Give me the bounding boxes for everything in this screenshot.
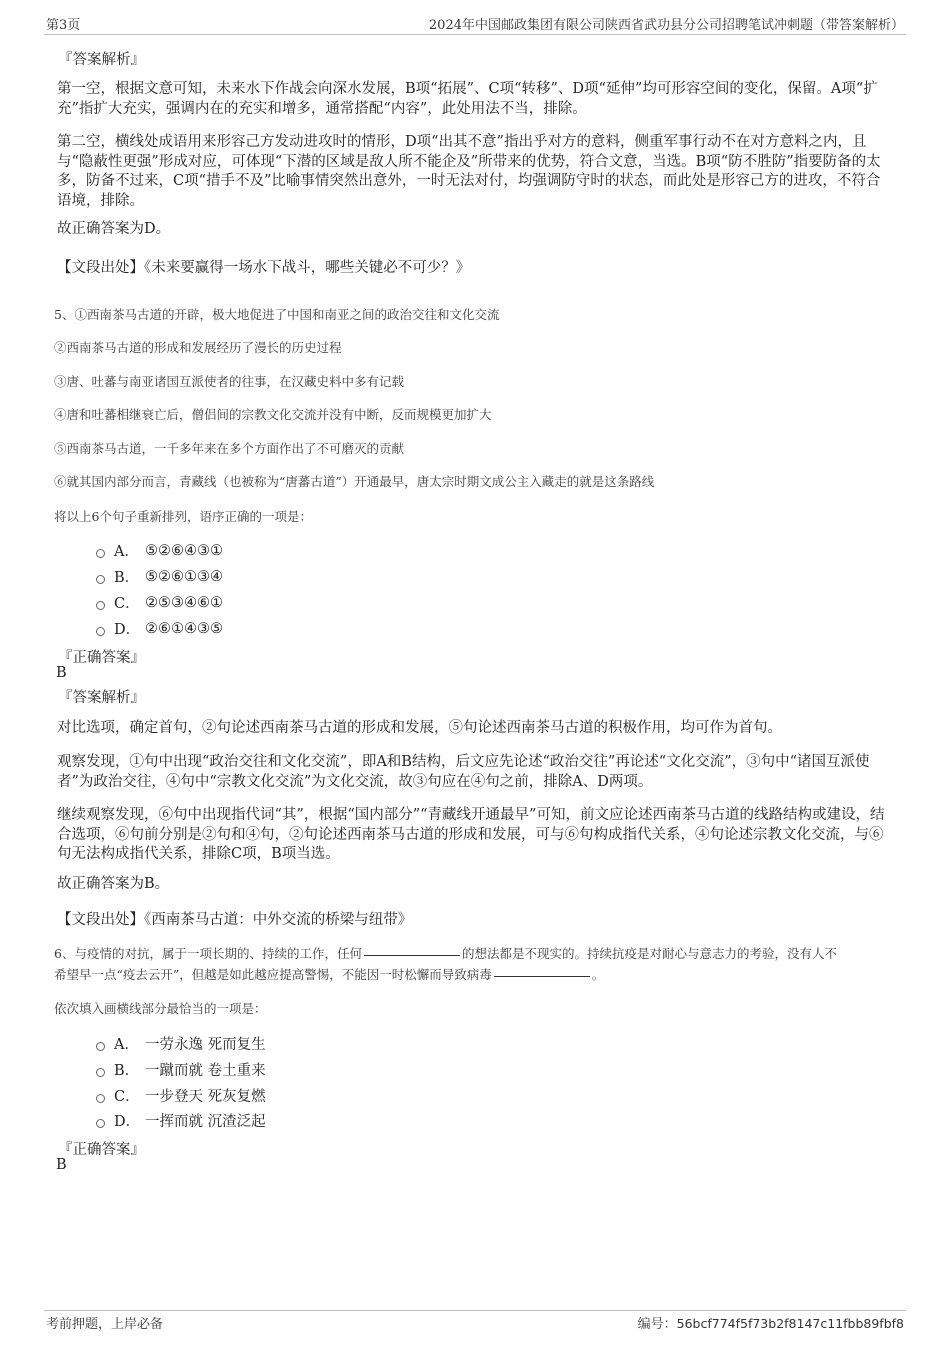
q5-sentence-6: ⑥就其国内部分而言，青藏线（也被称为“唐蕃古道”）开通最早，唐太宗时期文成公主入藏走的就是这条路线 [54, 474, 655, 489]
analysis-label: 『答案解析』 [58, 52, 145, 68]
q5-sentence-1: 5、①西南茶马古道的开辟，极大地促进了中国和南亚之间的政治交往和文化交流 [54, 307, 500, 322]
document-code [638, 1313, 904, 1332]
page-number: 第3页 [46, 18, 81, 33]
q4-conclusion: 故正确答案为D。 [57, 221, 171, 237]
q5-analysis-p1: 对比选项，确定首句，②句论述西南茶马古道的形成和发展，⑤句论述西南茶马古道的积极作用，均可作为首句。 [57, 720, 782, 736]
radio-icon[interactable] [96, 549, 105, 558]
footer-slogan: 考前押题，上岸必备 [46, 1317, 164, 1332]
option-letter: B． [114, 570, 140, 586]
q5-sentence-4: ④唐和吐蕃相继衰亡后，僧侣间的宗教文化交流并没有中断，反而规模更加扩大 [54, 407, 492, 422]
q4-source: 【文段出处】《未来要赢得一场水下战斗，哪些关键必不可少？》 [57, 260, 471, 276]
option-letter: D． [114, 622, 141, 638]
analysis-label: 『答案解析』 [58, 690, 145, 706]
q5-option-a[interactable] [96, 540, 223, 561]
radio-icon[interactable] [96, 1094, 105, 1103]
radio-icon[interactable] [96, 601, 105, 610]
header-divider [44, 34, 906, 35]
fill-blank-1 [364, 954, 460, 956]
q5-prompt: 将以上6个句子重新排列，语序正确的一项是： [54, 509, 312, 524]
q5-answer: B [56, 665, 67, 681]
code-label: 编号： [637, 1317, 677, 1332]
q5-sentence-5: ⑤西南茶马古道，一千多年来在多个方面作出了不可磨灭的贡献 [54, 441, 405, 456]
document-title: 2024年中国邮政集团有限公司陕西省武功县分公司招聘笔试冲刺题（带答案解析） [428, 18, 904, 33]
radio-icon[interactable] [96, 575, 105, 584]
option-text: ⑤②⑥④③① [145, 542, 223, 559]
radio-icon[interactable] [96, 1119, 105, 1128]
q6-option-a[interactable] [96, 1033, 266, 1054]
option-letter: A． [114, 1037, 139, 1053]
fill-blank-2 [494, 975, 590, 977]
q6-option-c[interactable] [96, 1085, 266, 1106]
radio-icon[interactable] [96, 627, 105, 636]
q5-analysis-p2: 观察发现，①句中出现“政治交往和文化交流”，即A和B结构，后文应先论述“政治交往”再论述“文化交流”，③句中“诸国互派使者”为政治交往，④句中“宗教文化交流”为文化交流，故③句应在④句之前，排除A、D两项。 [57, 754, 870, 790]
correct-answer-label: 『正确答案』 [58, 650, 145, 666]
option-text: ②⑤③④⑥① [145, 594, 223, 611]
option-letter: A． [114, 544, 139, 560]
q6-stem-d: 。 [591, 967, 605, 982]
q5-analysis-p3: 继续观察发现，⑥句中出现指代词“其”，根据“国内部分”“青藏线开通最早”可知，前文应论述西南茶马古道的线路结构或建设，结合选项，⑥句前分别是②句和④句，②句论述西南茶马古道的形成和发展，可与⑥句构成指代关系，④句论述宗教文化交流，与⑥句无法构成指代关系，排除C项，B项当选。 [57, 807, 885, 862]
q5-option-d[interactable] [96, 618, 223, 639]
option-text: 一劳永逸 死而复生 [145, 1037, 266, 1053]
correct-answer-label: 『正确答案』 [58, 1142, 145, 1158]
q5-conclusion: 故正确答案为B。 [57, 876, 170, 892]
option-letter: C． [114, 596, 140, 612]
q4-analysis-p2: 第二空，横线处成语用来形容己方发动进攻时的情形，D项“出其不意”指出乎对方的意料，侧重军事行动不在对方意料之内，且与“隐蔽性更强”形成对应，可体现“下潜的区域是敌人所不能企及”所带来的优势，符合文意，当选。B项“防不胜防”指要防备的太多，防备不过来，C项“措手不及”比喻事情突然出意外，一时无法对付，均强调防守时的状态，而此处是形容己方的进攻，不符合语境，排除。 [57, 134, 881, 209]
option-letter: C． [114, 1089, 140, 1105]
q5-sentence-2: ②西南茶马古道的形成和发展经历了漫长的历史过程 [54, 340, 342, 355]
q6-stem-a: 6、与疫情的对抗，属于一项长期的、持续的工作，任何 [54, 946, 362, 961]
q5-option-b[interactable] [96, 566, 223, 587]
q6-prompt: 依次填入画横线部分最恰当的一项是： [54, 1001, 267, 1016]
q4-analysis-p1: 第一空，根据文意可知，未来水下作战会向深水发展，B项“拓展”、C项“转移”、D项“延伸”均可形容空间的变化，保留。A项“扩充”指扩大充实，强调内在的充实和增多，通常搭配“内容”，此处用法不当，排除。 [57, 81, 878, 117]
q5-source: 【文段出处】《西南茶马古道：中外交流的桥梁与纽带》 [57, 912, 413, 928]
option-text: 一步登天 死灰复燃 [145, 1089, 266, 1105]
option-text: ②⑥①④③⑤ [145, 620, 223, 637]
option-text: 一蹴而就 卷土重来 [145, 1063, 266, 1079]
q6-stem [54, 943, 896, 985]
footer-divider [44, 1310, 906, 1311]
q6-stem-c: 希望早一点“疫去云开”，但越是如此越应提高警惕，不能因一时松懈而导致病毒 [54, 967, 492, 982]
q6-option-d[interactable] [96, 1110, 266, 1131]
radio-icon[interactable] [96, 1042, 105, 1051]
q5-option-c[interactable] [96, 592, 223, 613]
radio-icon[interactable] [96, 1068, 105, 1077]
code-value: 56bcf774f5f73b2f8147c11fbb89fbf8 [676, 1316, 904, 1331]
q6-option-b[interactable] [96, 1059, 266, 1080]
q5-sentence-3: ③唐、吐蕃与南亚诸国互派使者的往事，在汉藏史料中多有记载 [54, 374, 405, 389]
option-text: ⑤②⑥①③④ [145, 568, 223, 585]
option-letter: B． [114, 1063, 140, 1079]
option-text: 一挥而就 沉渣泛起 [145, 1114, 266, 1130]
option-letter: D． [114, 1114, 141, 1130]
q6-stem-b: 的想法都是不现实的。持续抗疫是对耐心与意志力的考验，没有人不 [461, 946, 837, 961]
q6-answer: B [56, 1157, 67, 1173]
